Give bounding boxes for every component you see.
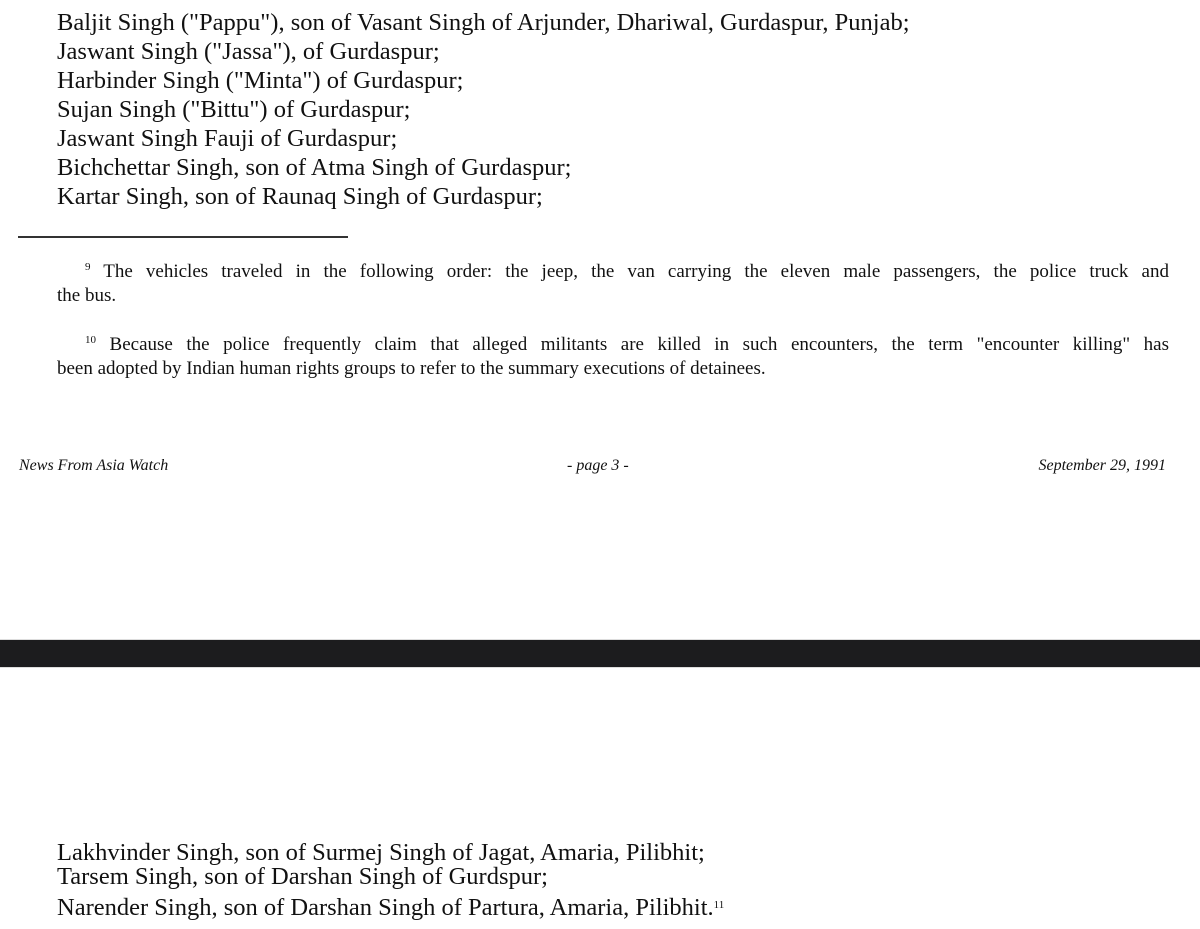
victim-line: Tarsem Singh, son of Darshan Singh of Gurdspur;: [57, 863, 548, 890]
victim-text: Narender Singh, son of Darshan Singh of Partura, Amaria, Pilibhit.: [57, 894, 714, 921]
footnote-text: the bus.: [57, 285, 117, 306]
victim-line: Bichchettar Singh, son of Atma Singh of Gurdaspur;: [57, 154, 572, 181]
footnote-number: 10: [85, 334, 96, 346]
footnote-ref: 11: [713, 899, 725, 911]
footnote-text: Because the police frequently claim that alleged militants are killed in such encounters, the term "encounter killing" has: [109, 334, 1170, 355]
victim-line: [57, 891, 724, 922]
footnote-text: been adopted by Indian human rights groups to refer to the summary executions of detainees.: [57, 358, 766, 379]
footnote-divider: [18, 236, 348, 238]
footnote-text: The vehicles traveled in the following order: the jeep, the van carrying the eleven male passengers, the police truck and: [103, 261, 1169, 282]
footer-page-number: - page 3 -: [567, 457, 629, 474]
footer-date: September 29, 1991: [1038, 457, 1166, 474]
footer-publication: News From Asia Watch: [19, 457, 169, 474]
victim-line: Jaswant Singh ("Jassa"), of Gurdaspur;: [57, 38, 440, 65]
victim-line: Sujan Singh ("Bittu") of Gurdaspur;: [57, 96, 411, 123]
victim-line: Kartar Singh, son of Raunaq Singh of Gurdaspur;: [57, 183, 543, 210]
page-separator: [0, 639, 1200, 668]
footnote-9: [57, 255, 1169, 308]
victim-line: Baljit Singh ("Pappu"), son of Vasant Singh of Arjunder, Dhariwal, Gurdaspur, Punjab;: [57, 9, 910, 36]
footnote-number: 9: [85, 261, 91, 273]
victim-line: Jaswant Singh Fauji of Gurdaspur;: [57, 125, 398, 152]
victim-line: Lakhvinder Singh, son of Surmej Singh of Jagat, Amaria, Pilibhit;: [57, 839, 705, 866]
footnote-10: [57, 328, 1169, 381]
victim-line: Harbinder Singh ("Minta") of Gurdaspur;: [57, 67, 464, 94]
